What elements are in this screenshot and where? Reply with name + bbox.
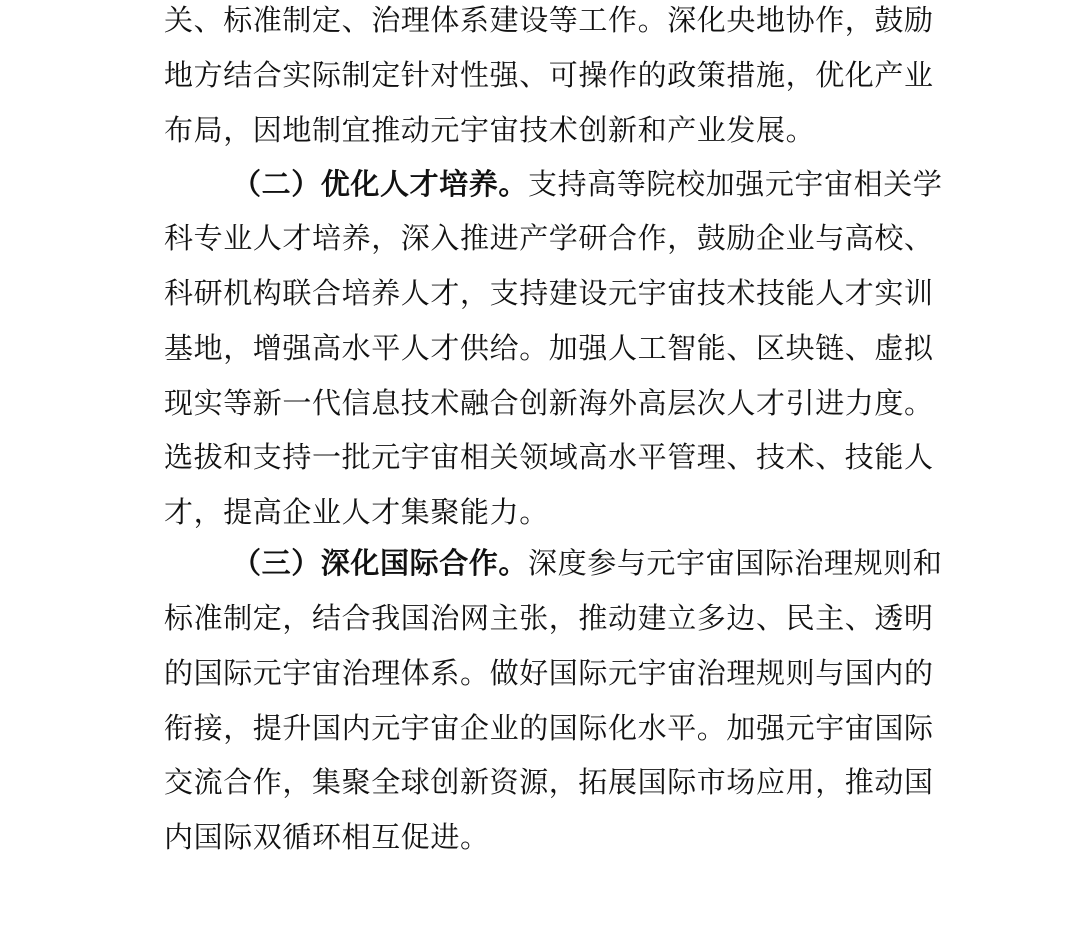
paragraph-3-line-6: 内国际双循环相互促进。 [164,820,490,854]
paragraph-3-line-3: 的国际元宇宙治理体系。做好国际元宇宙治理规则与国内的 [164,656,934,690]
paragraph-3-line-4: 衔接，提升国内元宇宙企业的国际化水平。加强元宇宙国际 [164,711,934,745]
paragraph-2-line-1-text: 支持高等院校加强元宇宙相关学 [528,167,943,201]
section-heading-international: （三）深化国际合作。 [232,546,529,580]
section-heading-talent: （二）优化人才培养。 [232,167,529,201]
paragraph-3-line-1 [232,545,943,581]
paragraph-2-line-5: 现实等新一代信息技术融合创新海外高层次人才引进力度。 [164,386,934,420]
paragraph-1-line-1: 关、标准制定、治理体系建设等工作。深化央地协作，鼓励 [164,3,934,37]
paragraph-2-line-1 [232,166,943,202]
paragraph-3-line-2: 标准制定，结合我国治网主张，推动建立多边、民主、透明 [164,601,934,635]
paragraph-1-line-3: 布局，因地制宜推动元宇宙技术创新和产业发展。 [164,113,816,147]
paragraph-2-line-4: 基地，增强高水平人才供给。加强人工智能、区块链、虚拟 [164,331,934,365]
paragraph-3-line-5: 交流合作，集聚全球创新资源，拓展国际市场应用，推动国 [164,765,934,799]
paragraph-3-line-1-text: 深度参与元宇宙国际治理规则和 [528,546,943,580]
paragraph-2-line-2: 科专业人才培养，深入推进产学研合作，鼓励企业与高校、 [164,221,934,255]
paragraph-2-line-6: 选拔和支持一批元宇宙相关领域高水平管理、技术、技能人 [164,440,934,474]
paragraph-1-line-2: 地方结合实际制定针对性强、可操作的政策措施，优化产业 [164,58,934,92]
paragraph-2-line-3: 科研机构联合培养人才，支持建设元宇宙技术技能人才实训 [164,276,934,310]
paragraph-2-line-7: 才，提高企业人才集聚能力。 [164,495,549,529]
